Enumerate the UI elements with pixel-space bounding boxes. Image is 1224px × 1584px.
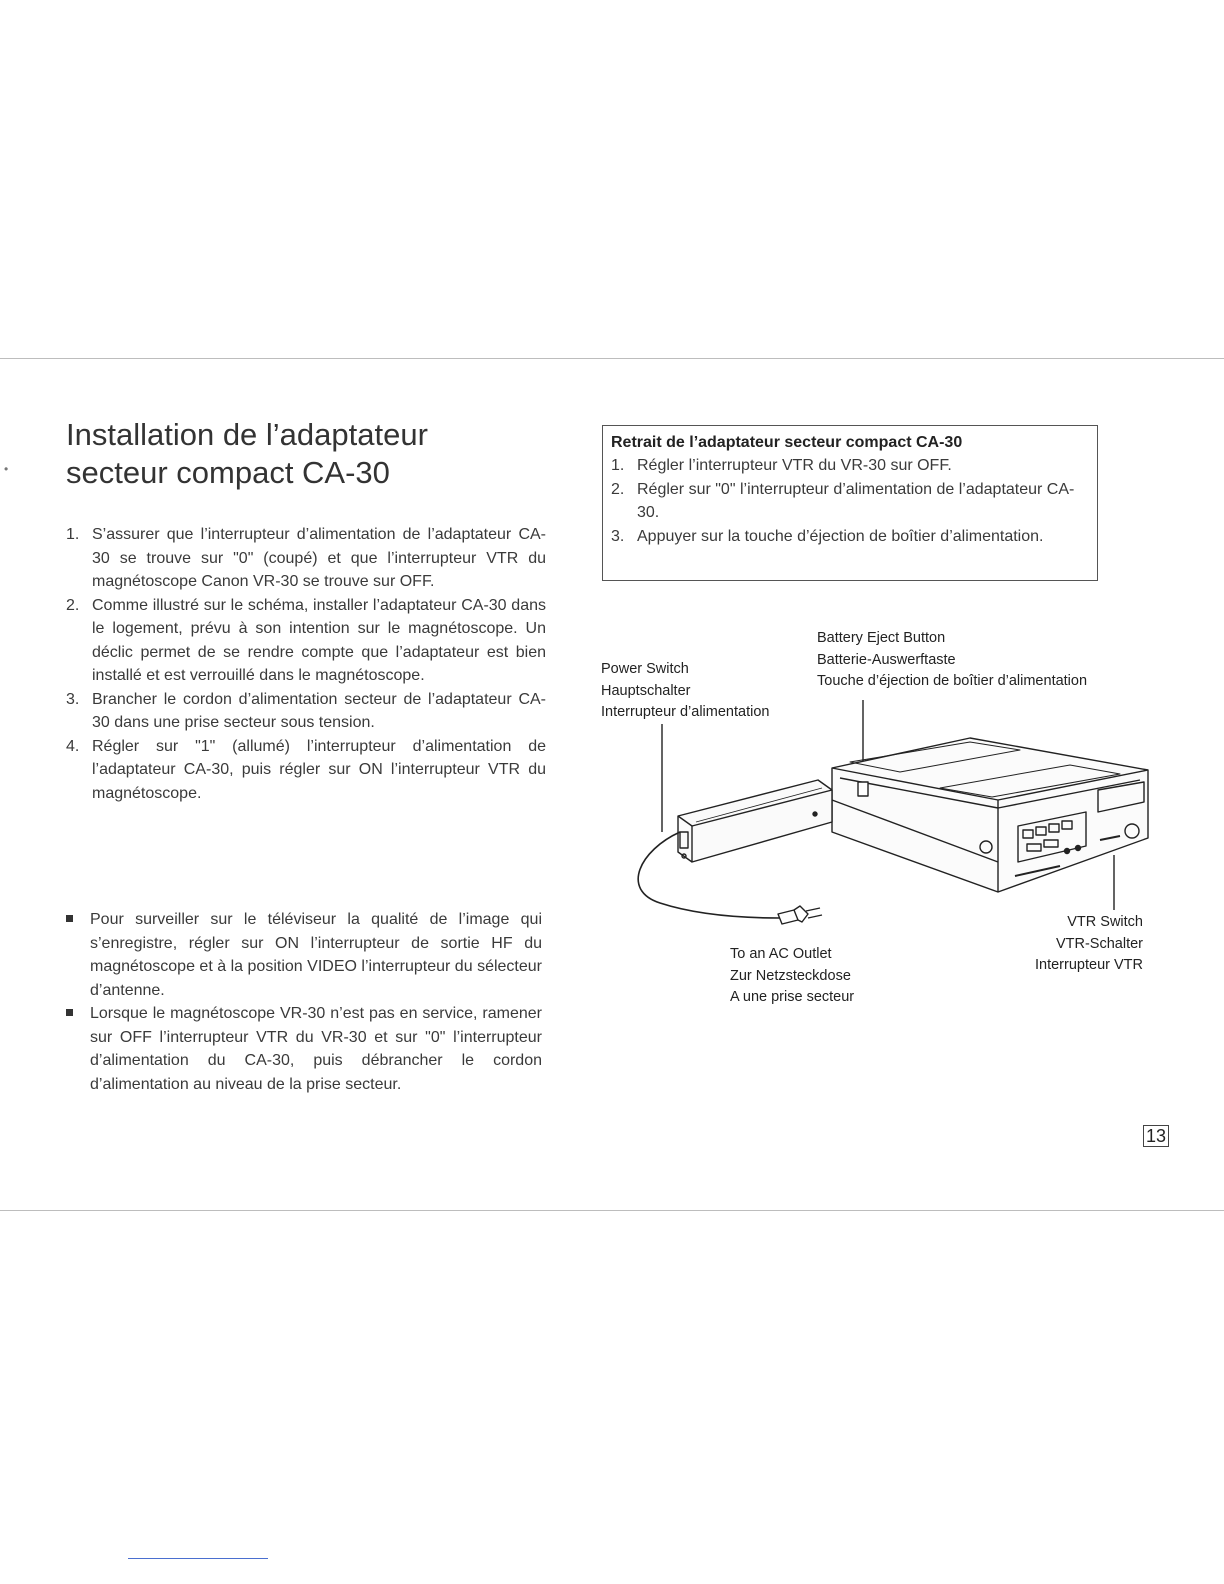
installation-steps xyxy=(66,523,546,805)
battery-eject-fr: Touche d’éjection de boîtier d’alimentation xyxy=(817,673,1088,689)
ac-outlet-label xyxy=(730,944,854,1009)
top-rule xyxy=(0,358,1224,359)
step-item xyxy=(66,594,546,688)
removal-number: 2. xyxy=(611,480,625,498)
removal-number: 1. xyxy=(611,457,625,474)
power-switch-de: Hauptschalter xyxy=(601,682,691,699)
step-item xyxy=(66,523,546,594)
vtr-switch-en: VTR Switch xyxy=(1067,914,1143,930)
step-number: 3. xyxy=(66,690,80,708)
removal-item xyxy=(611,525,1089,549)
ac-outlet-en: To an AC Outlet xyxy=(730,946,832,962)
step-number: 4. xyxy=(66,737,80,755)
ac-plug xyxy=(778,906,822,924)
page-title xyxy=(66,416,428,492)
adapter-installation-diagram xyxy=(600,600,1160,940)
note-text: Pour surveiller sur le téléviseur la qualité de l’image qui s’enregistre, régler sur ON l’interrupteur de sortie HF du magnétoscope et à la position VIDEO l’interrupteur du sélecteur d’antenne. xyxy=(90,911,542,999)
square-bullet-icon xyxy=(66,915,73,922)
note-text: Lorsque le magnétoscope VR-30 n’est pas en service, ramener sur OFF l’interrupteur VTR du VR-30 et sur "0" l’interrupteur d’alimentation du CA-30, puis débrancher le cordon d’alimentation au niveau de la prise secteur. xyxy=(90,1005,542,1093)
removal-text: Régler l’interrupteur VTR du VR-30 sur OFF. xyxy=(637,457,952,474)
removal-title: Retrait de l’adaptateur secteur compact CA-30 xyxy=(611,434,963,451)
removal-item xyxy=(611,478,1089,525)
vcr-deck xyxy=(832,738,1148,892)
page-number: 13 xyxy=(1143,1125,1169,1147)
removal-box xyxy=(602,425,1098,581)
bottom-rule xyxy=(0,1210,1224,1211)
square-bullet-icon xyxy=(66,1009,73,1016)
power-switch-fr: Interrupteur d’alimentation xyxy=(601,704,770,720)
step-text: S’assurer que l’interrupteur d’alimentation de l’adaptateur CA-30 se trouve sur "0" (coupé) et que l’interrupteur VTR du magnétoscope Canon VR-30 se trouve sur OFF. xyxy=(92,526,546,590)
removal-number: 3. xyxy=(611,527,625,545)
note-item xyxy=(66,908,542,1002)
step-text: Comme illustré sur le schéma, installer l’adaptateur CA-30 dans le logement, prévu à son intention sur le magnétoscope. Un déclic permet de se rendre compte que l’adaptateur est bien installé et est verrouillé dans le magnétoscope. xyxy=(92,596,546,684)
step-number: 2. xyxy=(66,596,80,614)
title-line-2: secteur compact CA-30 xyxy=(66,455,390,490)
removal-text: Régler sur "0" l’interrupteur d’alimentation de l’adaptateur CA-30. xyxy=(637,480,1075,521)
battery-eject-en: Battery Eject Button xyxy=(817,630,946,646)
vtr-switch-fr: Interrupteur VTR xyxy=(1035,957,1143,973)
step-item xyxy=(66,735,546,806)
ac-outlet-de: Zur Netzsteckdose xyxy=(730,967,851,984)
vtr-switch-de: VTR-Schalter xyxy=(1055,935,1143,952)
title-line-1: Installation de l’adaptateur xyxy=(66,417,428,452)
blue-underline xyxy=(128,1558,268,1559)
ac-outlet-fr: A une prise secteur xyxy=(730,989,855,1005)
battery-eject-de: Batterie-Auswerftaste xyxy=(817,651,956,668)
step-item xyxy=(66,688,546,735)
step-number: 1. xyxy=(66,526,80,543)
notes-list xyxy=(66,908,542,1096)
note-item xyxy=(66,1002,542,1096)
ac-adapter xyxy=(678,780,832,862)
power-switch-en: Power Switch xyxy=(601,661,689,677)
removal-item xyxy=(611,454,1089,478)
margin-dot: • xyxy=(4,462,9,476)
step-text: Régler sur "1" (allumé) l’interrupteur d’alimentation de l’adaptateur CA-30, puis régler sur ON l’interrupteur VTR du magnétoscope. xyxy=(92,737,546,802)
removal-text: Appuyer sur la touche d’éjection de boîtier d’alimentation. xyxy=(637,527,1044,545)
step-text: Brancher le cordon d’alimentation secteur de l’adaptateur CA-30 dans une prise secteur sous tension. xyxy=(92,690,546,731)
